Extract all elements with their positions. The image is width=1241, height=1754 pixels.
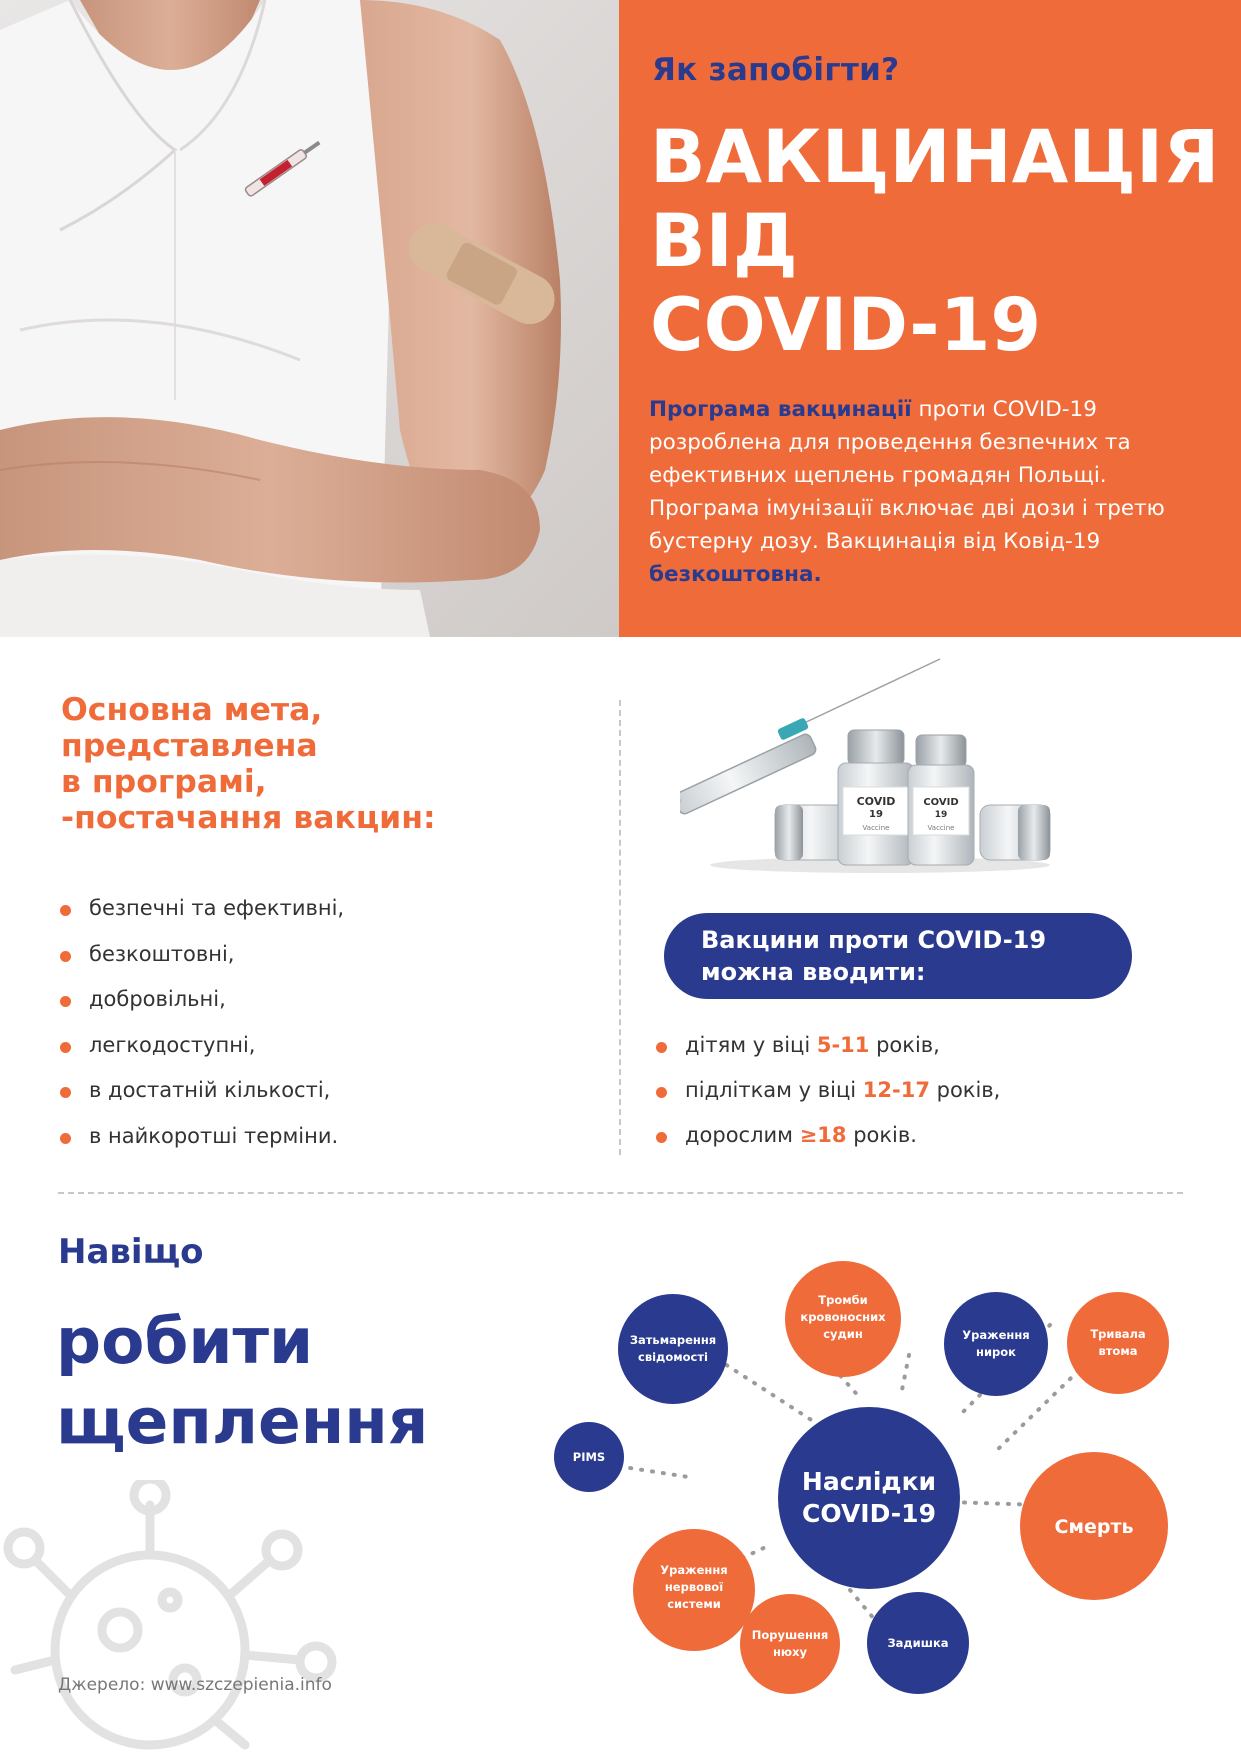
goal-title-line: представлена bbox=[61, 728, 318, 764]
svg-text:Тривала: Тривала bbox=[1090, 1327, 1146, 1341]
goal-list-item: легкодоступні, bbox=[60, 1033, 344, 1079]
vertical-divider bbox=[619, 700, 621, 1155]
eligibility-item bbox=[656, 1078, 1000, 1123]
diagram-center-node bbox=[778, 1407, 960, 1589]
eligibility-item-text: років, bbox=[869, 1033, 940, 1057]
vial-number: 19 bbox=[869, 809, 883, 820]
diagram-node-dyspnea bbox=[867, 1592, 969, 1694]
svg-text:PIMS: PIMS bbox=[572, 1450, 606, 1464]
eligibility-list bbox=[656, 1033, 1000, 1168]
goal-list bbox=[60, 896, 344, 1169]
goal-title-line: -постачання вакцин: bbox=[61, 800, 436, 836]
hero-description-text: проти COVID-19 розроблена для проведення безпечних та ефективних щеплень громадян Польщі. Програма імунізації включає дві дози і третю бустерну дозу. Вакцинація від Ковід-19 bbox=[649, 397, 1165, 554]
center-node-line: Наслідки bbox=[801, 1467, 937, 1496]
center-node-line: COVID-19 bbox=[802, 1499, 936, 1528]
hero-title bbox=[650, 116, 1230, 368]
goal-list-item: добровільні, bbox=[60, 987, 344, 1033]
svg-text:втома: втома bbox=[1098, 1344, 1138, 1358]
consequences-diagram bbox=[540, 1240, 1241, 1754]
svg-text:системи: системи bbox=[667, 1597, 721, 1611]
virus-icon bbox=[0, 1480, 360, 1754]
why-heading-line: робити bbox=[56, 1305, 314, 1378]
eligibility-item-text: підліткам у віці bbox=[685, 1078, 863, 1102]
eligibility-item bbox=[656, 1033, 1000, 1078]
svg-text:Порушення: Порушення bbox=[751, 1628, 829, 1642]
goal-title-line: в програмі, bbox=[61, 764, 267, 800]
svg-text:Задишка: Задишка bbox=[887, 1636, 949, 1650]
goal-list-item: в найкоротші терміни. bbox=[60, 1124, 344, 1170]
eligibility-item-age: ≥18 bbox=[799, 1123, 847, 1147]
svg-text:Ураження: Ураження bbox=[660, 1563, 728, 1577]
eligibility-item-text: років. bbox=[846, 1123, 917, 1147]
svg-text:судин: судин bbox=[823, 1327, 863, 1341]
goal-title-line: Основна мета, bbox=[61, 692, 323, 728]
diagram-node-smell bbox=[740, 1594, 840, 1694]
svg-text:свідомості: свідомості bbox=[638, 1350, 708, 1364]
eligibility-item-text: дорослим bbox=[685, 1123, 800, 1147]
svg-text:нюху: нюху bbox=[772, 1645, 808, 1659]
goal-list-item: в достатній кількості, bbox=[60, 1078, 344, 1124]
svg-text:Ураження: Ураження bbox=[962, 1328, 1030, 1342]
hero-description-lead: Програма вакцинації bbox=[649, 397, 912, 422]
vial-sub: Vaccine bbox=[927, 824, 955, 832]
why-heading-line: щеплення bbox=[56, 1385, 429, 1458]
eligibility-item-age: 5-11 bbox=[816, 1033, 870, 1057]
diagram-node-thrombi bbox=[785, 1261, 901, 1377]
svg-text:кровоносних: кровоносних bbox=[800, 1310, 886, 1324]
eligibility-item-text: дітям у віці bbox=[685, 1033, 817, 1057]
vial-label: COVID bbox=[923, 797, 959, 808]
why-heading-large bbox=[56, 1302, 428, 1462]
svg-text:Смерть: Смерть bbox=[1054, 1516, 1134, 1538]
hero-title-line: COVID-19 bbox=[650, 283, 1042, 368]
diagram-node-nervous-system bbox=[633, 1529, 755, 1651]
eligibility-title-line: можна вводити: bbox=[701, 958, 926, 986]
diagram-node-fatigue bbox=[1067, 1292, 1169, 1394]
hero-description bbox=[649, 393, 1209, 591]
diagram-node-kidneys bbox=[944, 1292, 1048, 1396]
diagram-node-death bbox=[1020, 1452, 1168, 1600]
hero-title-line: ВАКЦИНАЦІЯ bbox=[650, 115, 1220, 200]
diagram-node-consciousness bbox=[618, 1294, 728, 1404]
goal-list-item: безпечні та ефективні, bbox=[60, 896, 344, 942]
vaccine-vial-icon bbox=[908, 735, 974, 865]
hero-description-tail: безкоштовна. bbox=[649, 562, 822, 587]
vial-sub: Vaccine bbox=[862, 824, 890, 832]
diagram-node-pims bbox=[554, 1422, 624, 1492]
source-note: Джерело: www.szczepienia.info bbox=[58, 1675, 332, 1695]
svg-text:нервової: нервової bbox=[664, 1580, 724, 1594]
hero-photo bbox=[0, 0, 619, 637]
goal-title bbox=[61, 692, 436, 836]
eligibility-item bbox=[656, 1123, 1000, 1168]
svg-text:Тромби: Тромби bbox=[818, 1293, 868, 1307]
eligibility-item-age: 12-17 bbox=[862, 1078, 930, 1102]
horizontal-divider bbox=[58, 1192, 1183, 1194]
svg-text:нирок: нирок bbox=[976, 1345, 1016, 1359]
goal-list-item: безкоштовні, bbox=[60, 942, 344, 988]
eligibility-title bbox=[701, 924, 1046, 988]
vaccinated-arm-photo bbox=[0, 0, 619, 637]
vial-label: COVID bbox=[856, 795, 896, 808]
vaccine-vial-icon bbox=[838, 730, 914, 865]
vial-number: 19 bbox=[934, 810, 948, 820]
vaccine-illustration bbox=[680, 655, 1060, 880]
hero-title-line: ВІД bbox=[650, 199, 798, 284]
why-heading-small: Навіщо bbox=[58, 1232, 204, 1272]
eligibility-title-line: Вакцини проти COVID-19 bbox=[701, 926, 1047, 954]
eligibility-item-text: років, bbox=[929, 1078, 1001, 1102]
hero-eyebrow: Як запобігти? bbox=[652, 52, 900, 88]
svg-text:Затьмарення: Затьмарення bbox=[629, 1333, 717, 1347]
